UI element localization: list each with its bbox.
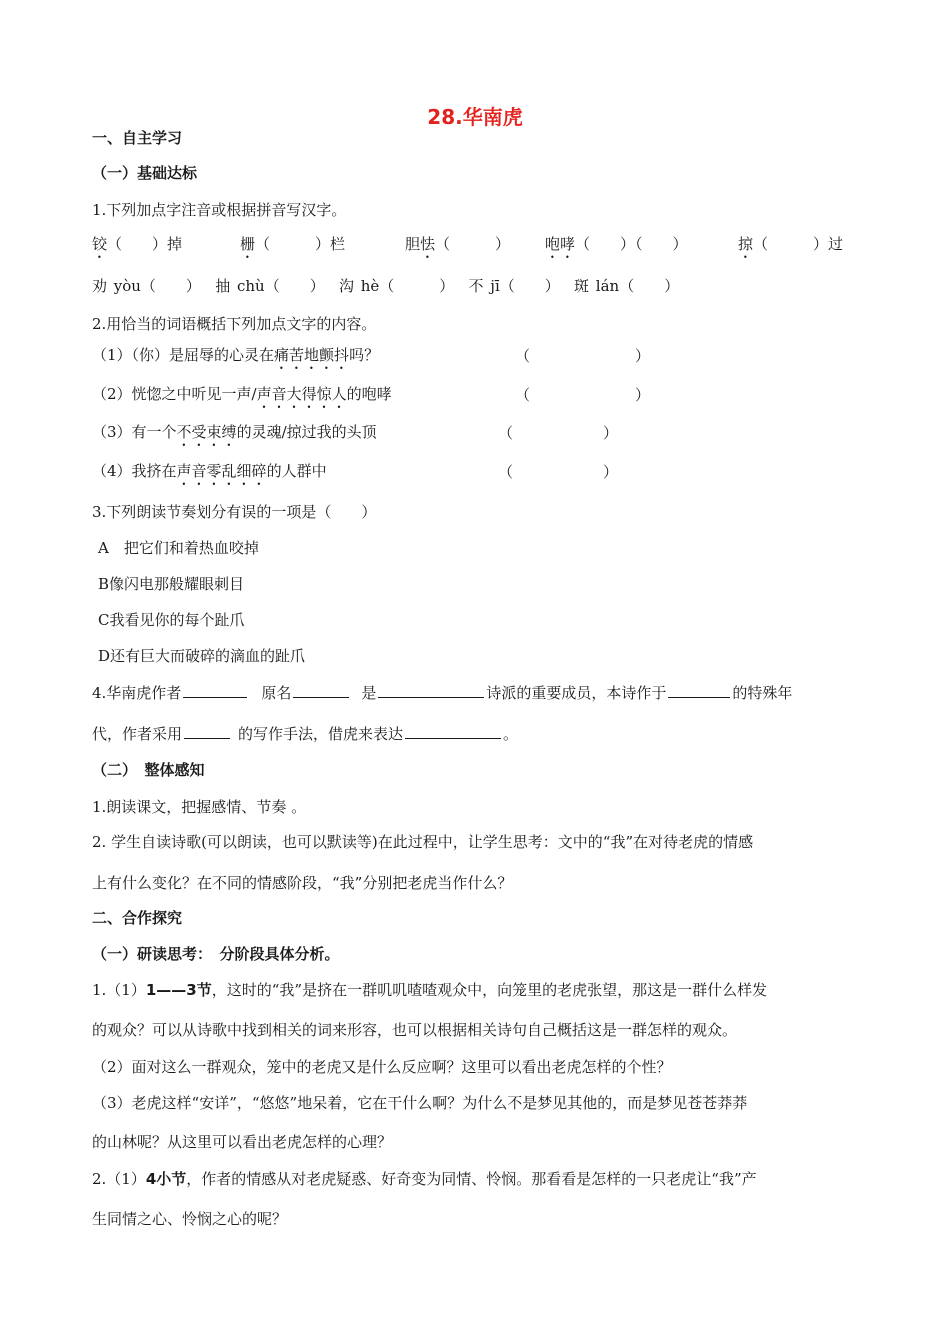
analysis-1-line-1 <box>92 980 767 1000</box>
q2-answer-blank-1: （ ） <box>515 347 651 365</box>
fill-blank-author[interactable] <box>183 682 247 698</box>
fill-blank-poetry-school[interactable] <box>378 682 484 698</box>
analysis-text: 1.（1） <box>92 981 146 999</box>
analysis-text: ，这时的“我”是挤在一群叽叽喳喳观众中，向笼里的老虎张望，那这是一群什么样发 <box>211 981 768 999</box>
perception-item-1: 1.朗读课文，把握感情、节奏 。 <box>92 798 307 816</box>
subsection-overall-perception: （二） 整体感知 <box>92 761 205 779</box>
q2-item-text: 的灵魂/掠过我的头顶 <box>236 423 377 441</box>
q1-item-qie <box>405 233 510 262</box>
q3-option-c: C我看见你的每个趾爪 <box>98 611 245 629</box>
q2-item-1 <box>92 345 379 373</box>
q4-text: 是 <box>361 684 377 702</box>
q2-answer-blank-3: （ ） <box>498 424 619 442</box>
analysis-3-line-2: 的山林呢？从这里可以看出老虎怎样的心理？ <box>92 1133 393 1151</box>
perception-item-2-line-1: 2. 学生自读诗歌(可以朗读，也可以默读等)在此过程中，让学生思考：文中的“我”在对待老虎的情感 <box>92 833 754 851</box>
analysis-text: 2.（1） <box>92 1170 146 1188</box>
q3-option-a: A 把它们和着热血咬掉 <box>98 539 259 557</box>
q1-answer-blank: （ ）（ ） <box>575 235 688 253</box>
dotted-char: 咆 <box>545 235 561 253</box>
fill-blank-technique[interactable] <box>184 723 230 739</box>
analysis-1-line-2: 的观众？可以从诗歌中找到相关的词来形容，也可以根据相关诗句自己概括这是一群怎样的观众。 <box>92 1021 738 1039</box>
stanza-range: 4小节 <box>145 1170 187 1188</box>
q2-answer-blank-2: （ ） <box>515 386 651 404</box>
q2-item-text: （2）恍惚之中听见一声/ <box>92 385 257 403</box>
q4-text: 原名 <box>261 684 292 702</box>
q1-item-paoxiao <box>545 233 688 262</box>
analysis-4-line-2: 生同情之心、怜悯之心的呢？ <box>92 1210 288 1228</box>
dotted-char: 怯 <box>420 235 436 253</box>
q2-item-3 <box>92 422 377 450</box>
q1-item-jiao <box>92 233 182 262</box>
q2-item-text: 的人群中 <box>266 462 327 480</box>
question-2-stem: 2.用恰当的词语概括下列加点文字的内容。 <box>92 315 377 333</box>
section-heading-cooperative: 二、合作探究 <box>92 909 183 927</box>
q2-item-text: 吗？ <box>349 346 380 364</box>
dotted-char: 哮 <box>560 235 576 253</box>
q2-item-text: （1）（你）是屈辱的心灵在 <box>92 346 275 364</box>
q4-text: 的写作手法，借虎来表达 <box>238 725 404 743</box>
q1-answer-blank: （ ）掉 <box>107 235 183 253</box>
fill-blank-original-name[interactable] <box>293 682 349 698</box>
q2-answer-blank-4: （ ） <box>498 463 619 481</box>
q4-text: 代，作者采用 <box>92 725 183 743</box>
q1-answer-blank: （ ） <box>435 235 511 253</box>
q1-pinyin-row: 劝 yòu（ ） 抽 chù（ ） 沟 hè（ ） 不 jī（ ） 斑 lán（ ） <box>92 277 680 295</box>
q1-answer-blank: （ ）栏 <box>255 235 346 253</box>
subsection-study-thinking: （一）研读思考： 分阶段具体分析。 <box>92 945 340 963</box>
section-heading-self-study: 一、自主学习 <box>92 129 183 147</box>
analysis-text: ，作者的情感从对老虎疑惑、好奇变为同情、怜悯。那看看是怎样的一只老虎让“我”产 <box>186 1170 757 1188</box>
question-3-stem: 3.下列朗读节奏划分有误的一项是（ ） <box>92 503 377 521</box>
fill-blank-expression[interactable] <box>405 723 501 739</box>
question-1-stem: 1.下列加点字注音或根据拼音写汉字。 <box>92 201 347 219</box>
perception-item-2-line-2: 上有什么变化？在不同的情感阶段，“我”分别把老虎当作什么？ <box>92 874 513 892</box>
plain-char: 胆 <box>405 235 421 253</box>
q2-item-text: （3）有一个 <box>92 423 177 441</box>
q4-text: 。 <box>503 725 519 743</box>
dotted-char: 掠 <box>738 235 754 253</box>
fill-blank-era[interactable] <box>668 682 730 698</box>
q3-option-d: D还有巨大而破碎的滴血的趾爪 <box>98 647 306 665</box>
q1-item-zha <box>240 233 345 262</box>
analysis-4-line-1 <box>92 1169 757 1189</box>
analysis-2: （2）面对这么一群观众，笼中的老虎又是什么反应啊？这里可以看出老虎怎样的个性？ <box>92 1058 672 1076</box>
q2-item-text: 的咆哮 <box>346 385 392 403</box>
q1-answer-blank: （ ）过 <box>753 235 844 253</box>
q1-item-lue <box>738 233 843 262</box>
dotted-char: 铰 <box>92 235 108 253</box>
q2-item-text: （4）我挤在 <box>92 462 177 480</box>
subsection-basics: （一）基础达标 <box>92 164 198 182</box>
dotted-text: 声音大得惊人 <box>256 385 347 403</box>
question-4-line-2 <box>92 723 518 744</box>
q2-item-2 <box>92 384 392 412</box>
page-title: 28.华南虎 <box>427 105 523 129</box>
analysis-3-line-1: （3）老虎这样“安详”，“悠悠”地呆着，它在干什么啊？为什么不是梦见其他的，而是梦见苍苍莽莽 <box>92 1094 748 1112</box>
dotted-char: 栅 <box>240 235 256 253</box>
dotted-text: 声音零乱细碎 <box>176 462 267 480</box>
q4-text: 4.华南虎作者 <box>92 684 182 702</box>
q4-text: 的特殊年 <box>732 684 793 702</box>
dotted-text: 不受束缚 <box>176 423 237 441</box>
q4-text: 诗派的重要成员，本诗作于 <box>486 684 667 702</box>
q3-option-b: B像闪电那般耀眼刺目 <box>98 575 245 593</box>
dotted-text: 痛苦地颤抖 <box>274 346 350 364</box>
q2-item-4 <box>92 461 327 489</box>
stanza-range: 1——3节 <box>145 981 212 999</box>
question-4-line-1 <box>92 682 792 703</box>
